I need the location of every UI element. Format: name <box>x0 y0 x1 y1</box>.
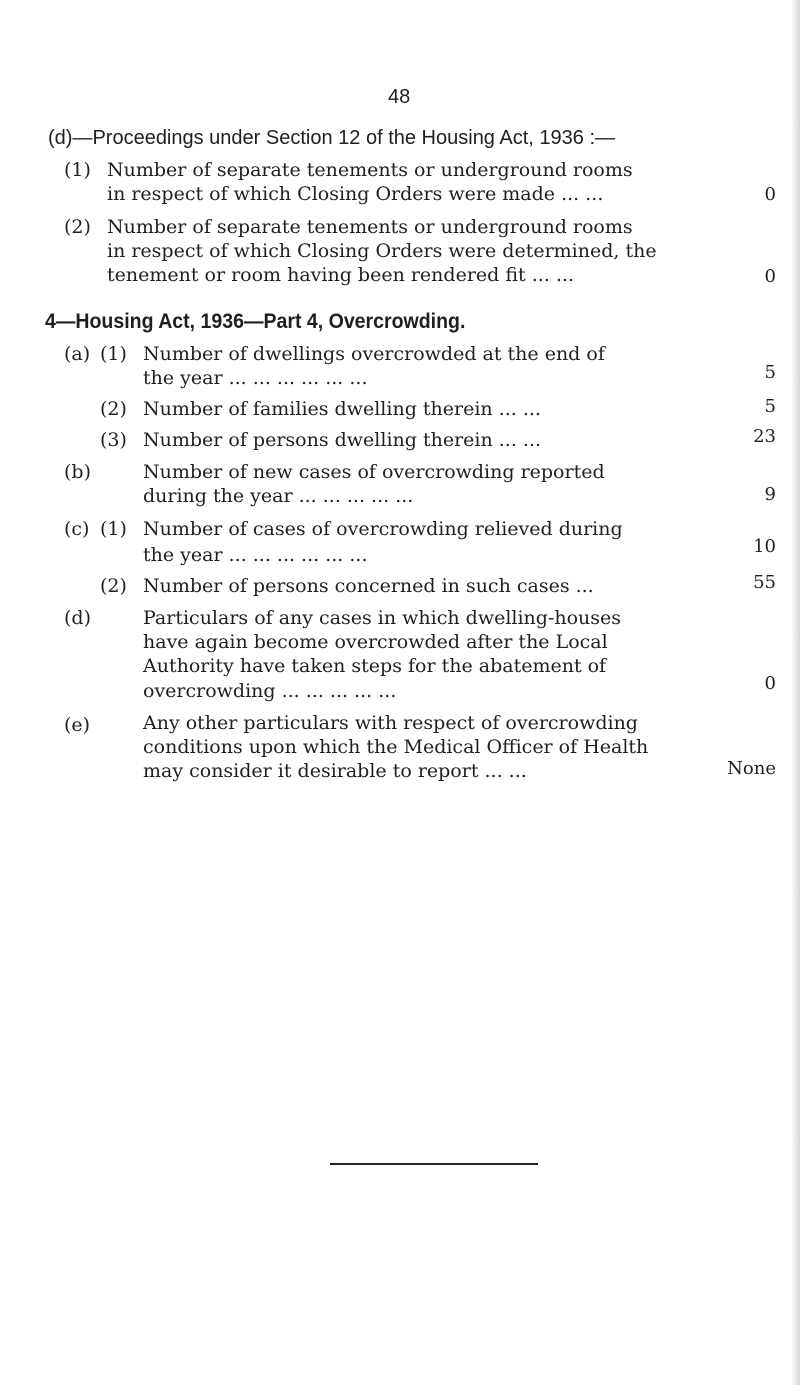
item-a2-value: 5 <box>764 396 776 417</box>
item-a1-line-2: the year ... ... ... ... ... ... <box>143 367 368 389</box>
item-a1-value: 5 <box>764 362 776 383</box>
item-c2-value: 55 <box>753 572 776 593</box>
item-e-line-2: conditions upon which the Medical Officer of Health <box>143 736 649 758</box>
item-c1-line-2: the year ... ... ... ... ... ... <box>143 544 368 566</box>
item-a2-line-1: Number of families dwelling therein ... ... <box>143 398 541 420</box>
section-d-item-1-line-2: in respect of which Closing Orders were made ... ... <box>107 183 604 205</box>
section-d-item-2-line-1: Number of separate tenements or underground rooms <box>107 216 633 238</box>
item-d-line-1: Particulars of any cases in which dwelling-houses <box>143 607 622 629</box>
item-b-line-2: during the year ... ... ... ... ... <box>143 485 414 507</box>
section-d-item-1-num: (1) <box>64 159 91 181</box>
section-d-item-2-line-2: in respect of which Closing Orders were determined, the <box>107 240 657 262</box>
item-e-value: None <box>727 758 776 779</box>
item-d-line-2: have again become overcrowded after the Local <box>143 631 608 653</box>
item-b-line-1: Number of new cases of overcrowding reported <box>143 461 605 483</box>
section-d-item-2-num: (2) <box>64 216 91 238</box>
item-a2-num: (2) <box>100 398 127 420</box>
item-a3-line-1: Number of persons dwelling therein ... ... <box>143 429 542 451</box>
divider-rule <box>330 1163 538 1165</box>
item-c2-num: (2) <box>100 575 127 597</box>
item-c1-line-1: Number of cases of overcrowding relieved during <box>143 518 623 540</box>
item-c1-num: (1) <box>100 518 127 540</box>
item-d-line-3: Authority have taken steps for the abatement of <box>143 655 607 677</box>
item-d-letter: (d) <box>64 607 91 629</box>
item-e-line-3: may consider it desirable to report ... ... <box>143 760 527 782</box>
item-e-line-1: Any other particulars with respect of overcrowding <box>143 712 638 734</box>
item-b-letter: (b) <box>64 461 91 483</box>
item-b-value: 9 <box>764 484 776 505</box>
item-a3-value: 23 <box>753 426 776 447</box>
item-d-line-4: overcrowding ... ... ... ... ... <box>143 680 397 702</box>
item-e-letter: (e) <box>64 714 91 736</box>
item-a1-num: (1) <box>100 343 127 365</box>
section-4-heading: 4—Housing Act, 1936—Part 4, Overcrowding. <box>45 310 466 333</box>
section-d-item-1-line-1: Number of separate tenements or underground rooms <box>107 159 633 181</box>
item-c-letter: (c) <box>64 518 90 540</box>
item-a3-num: (3) <box>100 429 127 451</box>
item-c2-line-1: Number of persons concerned in such cases ... <box>143 575 594 597</box>
item-a1-line-1: Number of dwellings overcrowded at the end of <box>143 343 605 365</box>
item-a-letter: (a) <box>64 343 91 365</box>
section-d-item-1-value: 0 <box>764 184 776 205</box>
item-d-value: 0 <box>764 673 776 694</box>
section-d-item-2-line-3: tenement or room having been rendered fit ... ... <box>107 264 574 286</box>
page-number: 48 <box>388 86 411 108</box>
page-edge-shadow <box>792 0 800 1385</box>
item-c1-value: 10 <box>753 536 776 557</box>
section-d-item-2-value: 0 <box>764 266 776 287</box>
section-d-heading: (d)—Proceedings under Section 12 of the Housing Act, 1936 :— <box>48 127 616 149</box>
